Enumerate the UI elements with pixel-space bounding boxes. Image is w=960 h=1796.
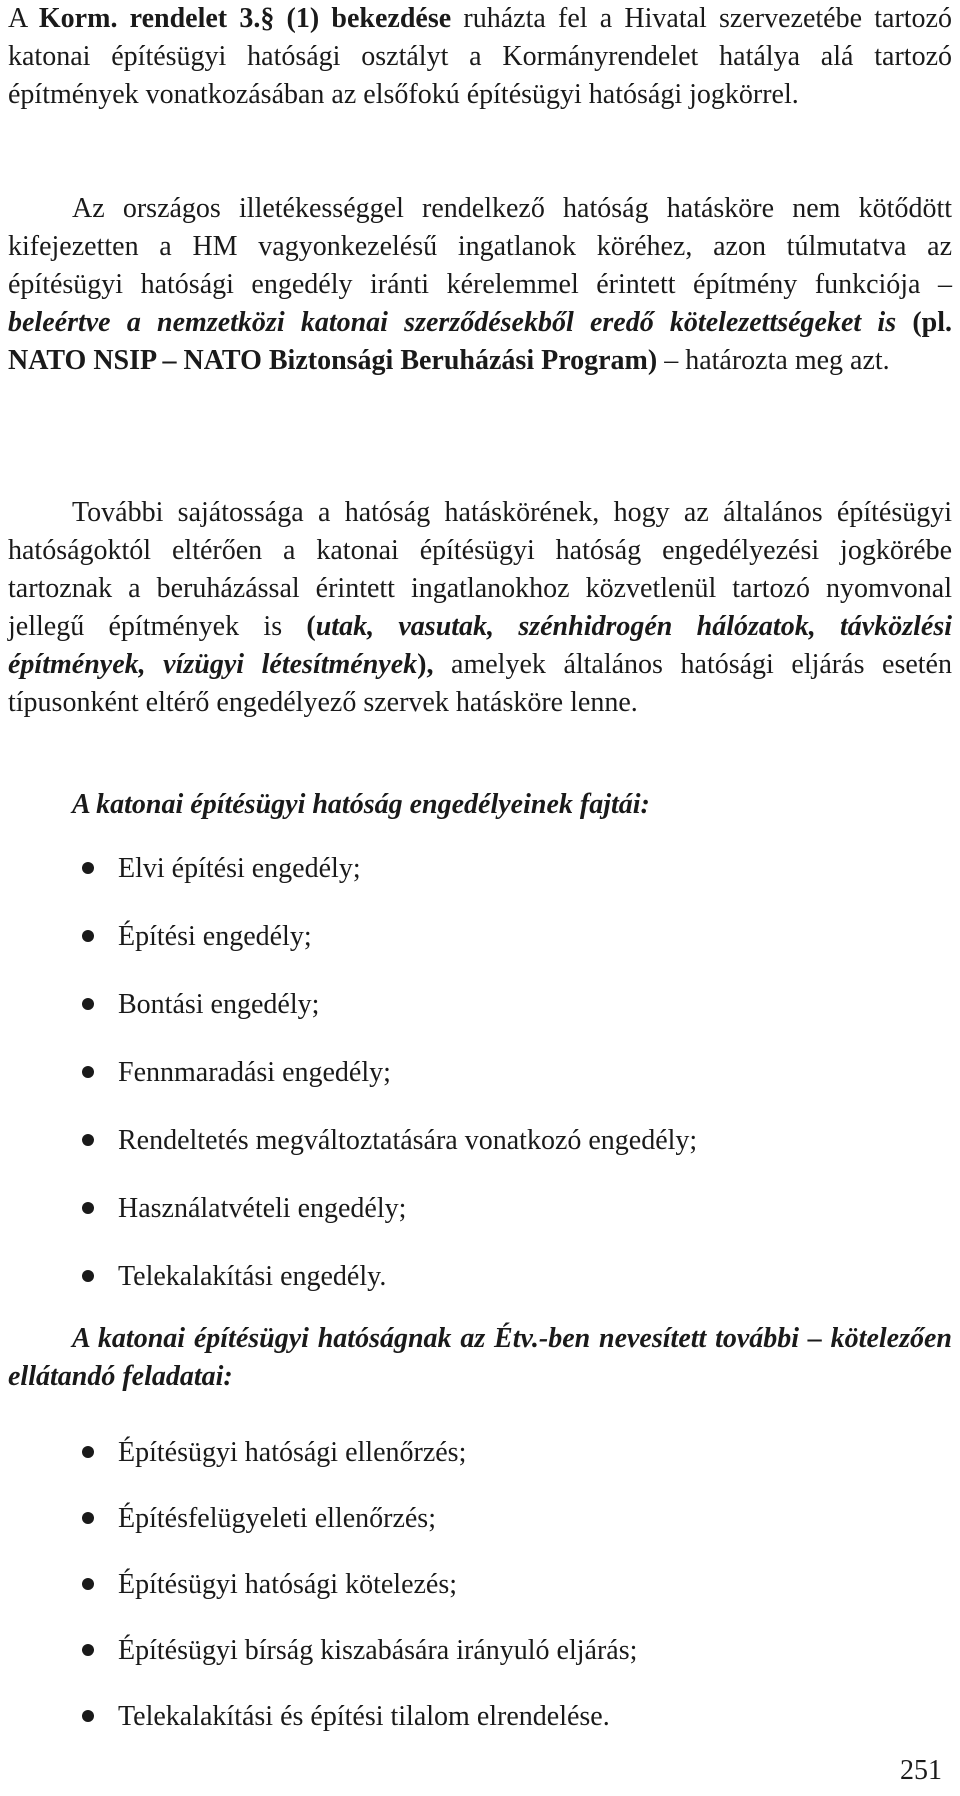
list-item bbox=[8, 986, 952, 1054]
list-item bbox=[8, 918, 952, 986]
list-item-label: Építésügyi hatósági kötelezés; bbox=[118, 1569, 458, 1600]
bullet-icon bbox=[82, 1066, 94, 1078]
bullet-icon bbox=[82, 998, 94, 1010]
paragraph-1-text: ruházta fel a Hivatal szervezetébe tartozó katonai építésügyi hatósági osztályt a Kormányrendelet hatálya alá tartozó építmények vonatkozásában az elsőfokú építésügyi hatósági jogkörrel. bbox=[8, 3, 952, 110]
heading-engedelyek-fajtai: A katonai építésügyi hatóság engedélyeinek fajtái: bbox=[72, 789, 650, 820]
paragraph-orszagos-illetekesseg bbox=[8, 190, 952, 380]
bullet-icon bbox=[82, 1446, 94, 1458]
list-item bbox=[8, 1122, 952, 1190]
paragraph-korm-rendelet bbox=[8, 0, 952, 114]
bullet-icon bbox=[82, 1134, 94, 1146]
bullet-icon bbox=[82, 862, 94, 874]
bullet-icon bbox=[82, 1710, 94, 1722]
list-item bbox=[8, 1566, 952, 1632]
list-item bbox=[8, 1054, 952, 1122]
bullet-icon bbox=[82, 1512, 94, 1524]
list-engedelyek bbox=[8, 850, 952, 1326]
paragraph-2-text: Az országos illetékességgel rendelkező hatóság hatásköre nem kötődött kifejezetten a HM vagyonkezelésű ingatlanok köréhez, azon túlmutatva az építésügyi hatósági engedély iránti kérelemmel érintett építmény funkciója – bbox=[8, 193, 952, 300]
paragraph-3-bold-close: ), bbox=[417, 649, 434, 680]
bullet-icon bbox=[82, 930, 94, 942]
paragraph-3-bold-italic: utak, vasutak, szénhidrogén hálózatok, távközlési építmények, vízügyi létesítmények bbox=[8, 611, 952, 680]
list-item bbox=[8, 1500, 952, 1566]
list-item-label: Telekalakítási engedély. bbox=[118, 1261, 387, 1292]
bullet-icon bbox=[82, 1578, 94, 1590]
paragraph-1-bold-reference: Korm. rendelet 3.§ (1) bekezdése bbox=[38, 3, 452, 34]
list-item bbox=[8, 1434, 952, 1500]
list-item bbox=[8, 1190, 952, 1258]
list-item bbox=[8, 1258, 952, 1326]
paragraph-3-bold-open: ( bbox=[306, 611, 316, 642]
bullet-icon bbox=[82, 1270, 94, 1282]
list-item-label: Építésfelügyeleti ellenőrzés; bbox=[118, 1503, 436, 1534]
paragraph-3-ending: amelyek általános hatósági eljárás esetén típusonként eltérő engedélyező szervek hatásköre lenne. bbox=[8, 649, 952, 718]
paragraph-1-prefix: A bbox=[8, 3, 39, 34]
paragraph-2-bold: (pl. NATO NSIP – NATO Biztonsági Beruházási Program) bbox=[8, 307, 952, 376]
list-item-label: Rendeltetés megváltoztatására vonatkozó engedély; bbox=[118, 1125, 698, 1156]
list-feladatok bbox=[8, 1434, 952, 1764]
paragraph-2-bold-italic: beleértve a nemzetközi katonai szerződésekből eredő kötelezettségeket is bbox=[8, 307, 897, 338]
list-item-label: Elvi építési engedély; bbox=[118, 853, 361, 884]
list-item bbox=[8, 1698, 952, 1764]
list-item-label: Telekalakítási és építési tilalom elrendelése. bbox=[118, 1701, 610, 1732]
page-number: 251 bbox=[900, 1755, 942, 1786]
heading-tovabbi-feladatok: A katonai építésügyi hatóságnak az Étv.-ben nevesített további – kötelezően ellátandó feladatai: bbox=[8, 1323, 952, 1392]
list-item-label: Építési engedély; bbox=[118, 921, 312, 952]
paragraph-tovabbi-sajatossag bbox=[8, 494, 952, 722]
list-item bbox=[8, 850, 952, 918]
list-item-label: Fennmaradási engedély; bbox=[118, 1057, 391, 1088]
bullet-icon bbox=[82, 1202, 94, 1214]
bullet-icon bbox=[82, 1644, 94, 1656]
list-item-label: Építésügyi hatósági ellenőrzés; bbox=[118, 1437, 467, 1468]
list-item bbox=[8, 1632, 952, 1698]
list-item-label: Építésügyi bírság kiszabására irányuló eljárás; bbox=[118, 1635, 638, 1666]
paragraph-3-text: További sajátossága a hatóság hatáskörének, hogy az általános építésügyi hatóságoktól eltérően a katonai építésügyi hatóság engedélyezési jogkörébe tartoznak a beruházással érintett ingatlanokhoz közvetlenül tartozó nyomvonal jellegű építmények is bbox=[8, 497, 952, 642]
list-item-label: Használatvételi engedély; bbox=[118, 1193, 407, 1224]
paragraph-2-ending: – határozta meg azt. bbox=[657, 345, 890, 376]
list-item-label: Bontási engedély; bbox=[118, 989, 320, 1020]
